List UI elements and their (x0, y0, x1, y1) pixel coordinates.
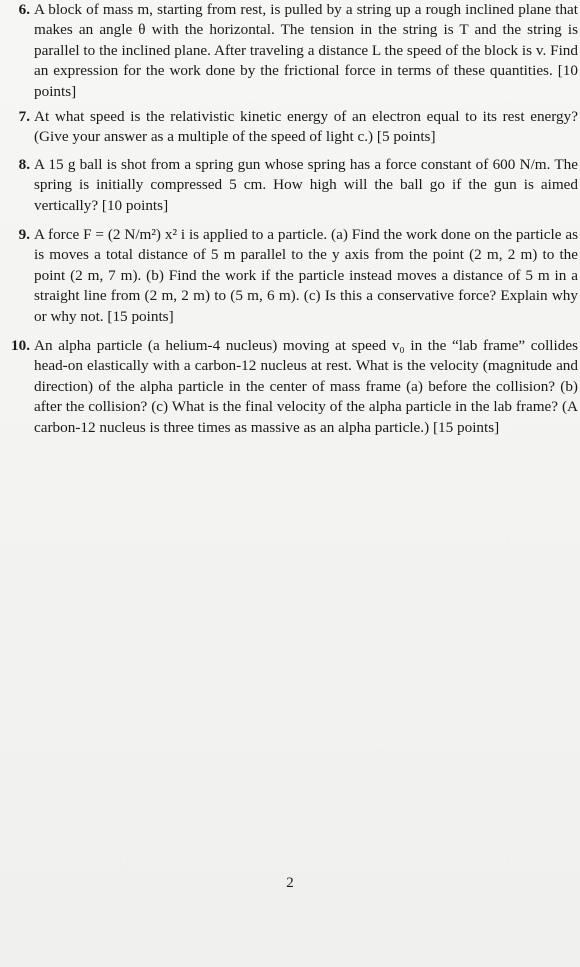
problem-number: 8. (18, 156, 30, 173)
problem-text (34, 336, 578, 438)
problem-6 (18, 0, 578, 102)
problem-number: 10. (11, 337, 30, 354)
problem-number: 9. (18, 226, 30, 243)
problem-body: A force F = (2 N/m²) x² i is applied to a particle. (a) Find the work done on the particle as is moves a total distance of 5 m parallel to the y axis from the point (2 m, 2 m) to the point (2 m, 7 m). (b) Find the work if the particle instead moves a distance of 5 m in a straight line from (2 m, 2 m) to (5 m, 6 m). (c) Is this a conservative force? Explain why or why not. (34, 226, 578, 325)
points-label: [15 points] (432, 418, 500, 436)
problem-7 (18, 107, 578, 148)
problem-8 (18, 155, 578, 216)
problem-number: 7. (18, 108, 30, 125)
problem-9 (18, 225, 578, 327)
problem-text (34, 0, 578, 102)
problem-body: A block of mass m, starting from rest, is pulled by a string up a rough inclined plane that makes an angle θ with the horizontal. The tension in the string is T and the string is parallel to the inclined plane. After traveling a distance L the speed of the block is v. Find an expression for the work done by the frictional force in terms of these quantities. (34, 1, 578, 80)
points-label: [10 points] (34, 62, 578, 100)
problem-body: A 15 g ball is shot from a spring gun whose spring has a force constant of 600 N/m. The spring is initially compressed 5 cm. How high will the ball go if the gun is aimed vertically? (34, 156, 578, 214)
points-label: [10 points] (101, 196, 169, 214)
problem-body: At what speed is the relativistic kinetic energy of an electron equal to its rest energy? (Give your answer as a multiple of the speed of light c.) (34, 108, 578, 146)
points-label: [5 points] (376, 128, 436, 146)
problem-text (34, 107, 578, 148)
problem-text (34, 225, 578, 327)
points-label: [15 points] (107, 307, 174, 325)
problem-10 (11, 336, 578, 438)
problem-body: An alpha particle (a helium-4 nucleus) moving at speed v₀ in the “lab frame” collides head-on elastically with a carbon-12 nucleus at rest. What is the velocity (magnitude and direction) of the alpha particle in the center of mass frame (a) before the collision? (b) after the collision? (c) What is the final velocity of the alpha particle in the lab frame? (A carbon-12 nucleus is three times as massive as an alpha particle.) (34, 337, 578, 436)
page-number: 2 (286, 875, 294, 891)
problem-number: 6. (18, 1, 30, 18)
problem-text (34, 155, 578, 216)
